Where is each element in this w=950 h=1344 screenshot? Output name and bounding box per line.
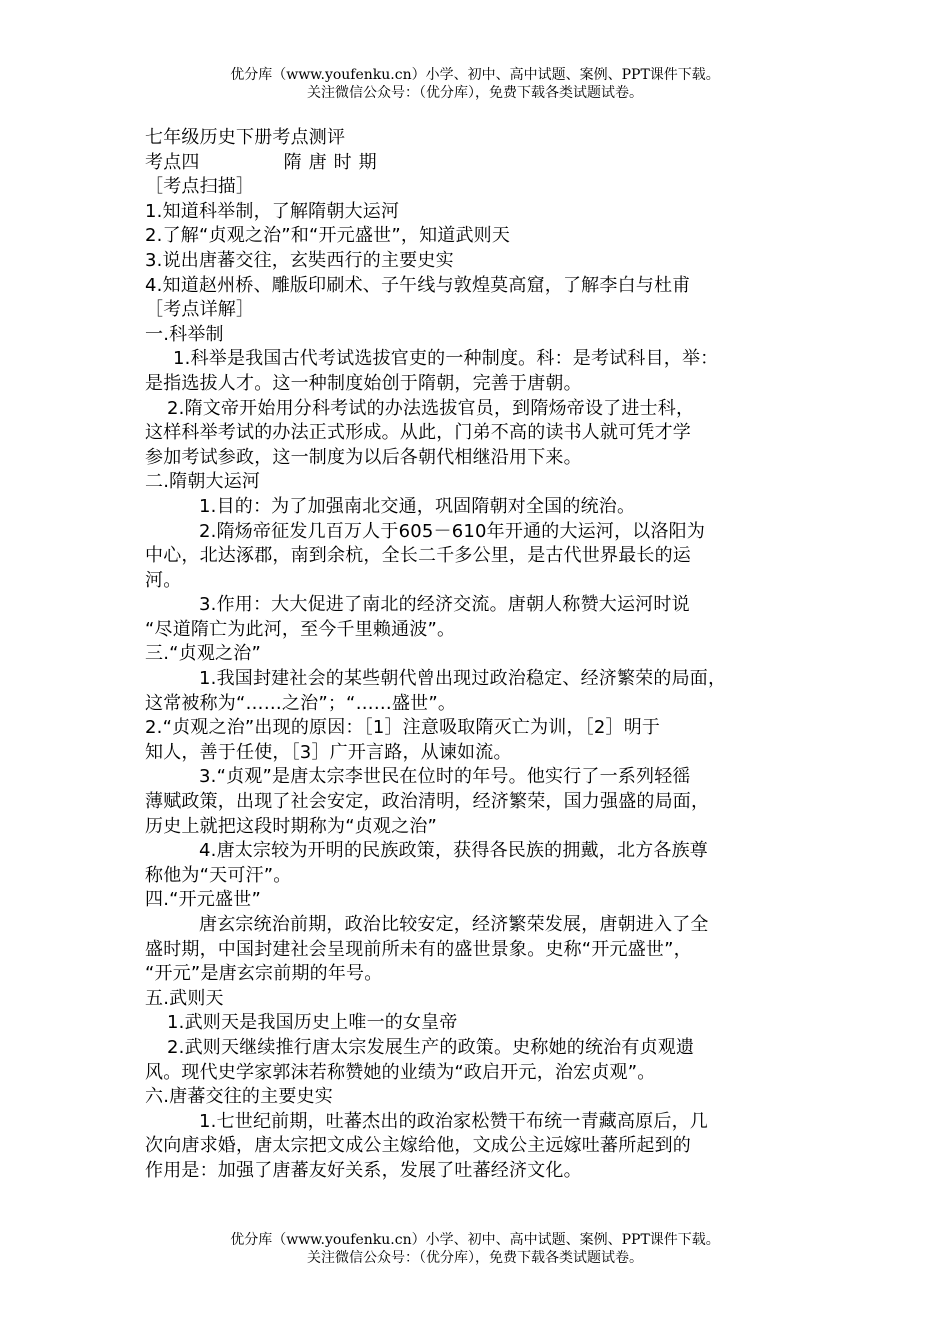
doc-title: 七年级历史下册考点测评 [145, 127, 346, 148]
paragraph-line: 盛时期，中国封建社会呈现前所未有的盛世景象。史称“开元盛世”， [145, 938, 692, 960]
paragraph-line: 1.七世纪前期，吐蕃杰出的政治家松赞干布统一青藏高原后，几 [199, 1110, 708, 1132]
paragraph-line: 河。 [145, 569, 182, 591]
paragraph-line: 4.唐太宗较为开明的民族政策，获得各民族的拥戴，北方各族尊 [199, 840, 708, 862]
paragraph-line: 中心，北达涿郡，南到余杭，全长二千多公里，是古代世界最长的运 [145, 545, 691, 567]
scan-item: 3.说出唐蕃交往，玄奘西行的主要史实 [145, 249, 454, 271]
paragraph-line: 1.武则天是我国历史上唯一的女皇帝 [167, 1012, 458, 1034]
paragraph-line: 薄赋政策，出现了社会安定，政治清明，经济繁荣，国力强盛的局面， [145, 791, 710, 813]
topic-label: 考点四 [145, 151, 200, 173]
document-body [145, 126, 810, 1184]
paragraph-line: 风。现代史学家郭沫若称赞她的业绩为“政启开元，治宏贞观”。 [145, 1061, 656, 1083]
paragraph-line: 2.“贞观之治”出现的原因：［1］注意吸取隋灭亡为训，［2］明于 [145, 717, 661, 739]
footer-line-1: 优分库（www.youfenku.cn）小学、初中、高中试题、案例、PPT课件下载。 [230, 1232, 720, 1248]
section-heading: 六.唐蕃交往的主要史实 [145, 1086, 333, 1108]
header-line-1: 优分库（www.youfenku.cn）小学、初中、高中试题、案例、PPT课件下载。 [230, 67, 720, 83]
paragraph-line: 历史上就把这段时期称为“贞观之治” [145, 815, 438, 837]
section-heading: 五.武则天 [145, 987, 224, 1009]
paragraph-line: 3.作用：大大促进了南北的经济交流。唐朝人称赞大运河时说 [199, 594, 690, 616]
scan-heading: ［考点扫描］ [145, 176, 255, 198]
paragraph-line: 知人，善于任使，［3］广开言路，从谏如流。 [145, 741, 512, 763]
paragraph-line: 1.我国封建社会的某些朝代曾出现过政治稳定、经济繁荣的局面， [199, 668, 727, 690]
scan-item: 4.知道赵州桥、雕版印刷术、子午线与敦煌莫高窟，了解李白与杜甫 [145, 274, 691, 296]
paragraph-line: 唐玄宗统治前期，政治比较安定，经济繁荣发展，唐朝进入了全 [199, 914, 709, 935]
paragraph-line: 次向唐求婚，唐太宗把文成公主嫁给他，文成公主远嫁吐蕃所起到的 [145, 1135, 691, 1157]
detail-heading: ［考点详解］ [145, 299, 255, 321]
page-footer [0, 1231, 950, 1267]
scan-item: 1.知道科举制，了解隋朝大运河 [145, 200, 400, 222]
section-heading: 二.隋朝大运河 [145, 471, 261, 493]
paragraph-line: “开元”是唐玄宗前期的年号。 [145, 963, 383, 985]
topic-title [145, 151, 810, 176]
paragraph-line: 是指选拔人才。这一种制度始创于隋朝，完善于唐朝。 [145, 372, 582, 394]
paragraph-line: 2.隋文帝开始用分科考试的办法选拔官员，到隋炀帝设了进士科， [167, 397, 695, 419]
paragraph-line: 这常被称为“……之治”；“……盛世”。 [145, 692, 457, 714]
topic-name: 隋唐时期 [283, 151, 384, 173]
paragraph-line: “尽道隋亡为此河，至今千里赖通波”。 [145, 618, 456, 640]
section-heading: 一.科举制 [145, 323, 224, 345]
paragraph-line: 2.隋炀帝征发几百万人于605－610年开通的大运河，以洛阳为 [199, 520, 706, 542]
section-heading: 三.“贞观之治” [145, 643, 261, 665]
header-line-2: 关注微信公众号：（优分库），免费下载各类试题试卷。 [307, 85, 643, 101]
page-header [0, 66, 950, 102]
paragraph-line: 3.“贞观”是唐太宗李世民在位时的年号。他实行了一系列轻徭 [199, 766, 691, 788]
paragraph-line: 1.科举是我国古代考试选拔官吏的一种制度。科：是考试科目，举： [173, 348, 719, 370]
paragraph-line: 这样科举考试的办法正式形成。从此，门弟不高的读书人就可凭才学 [145, 422, 691, 444]
paragraph-line: 1.目的：为了加强南北交通，巩固隋朝对全国的统治。 [199, 495, 636, 517]
scan-item: 2.了解“贞观之治”和“开元盛世”，知道武则天 [145, 225, 511, 247]
paragraph-line: 2.武则天继续推行唐太宗发展生产的政策。史称她的统治有贞观遗 [167, 1036, 695, 1058]
paragraph-line: 称他为“天可汗”。 [145, 864, 292, 886]
paragraph-line: 作用是：加强了唐蕃友好关系，发展了吐蕃经济文化。 [145, 1159, 582, 1181]
paragraph-line: 参加考试参政，这一制度为以后各朝代相继沿用下来。 [145, 446, 582, 468]
section-heading: 四.“开元盛世” [145, 889, 261, 911]
footer-line-2: 关注微信公众号：（优分库），免费下载各类试题试卷。 [307, 1250, 643, 1266]
